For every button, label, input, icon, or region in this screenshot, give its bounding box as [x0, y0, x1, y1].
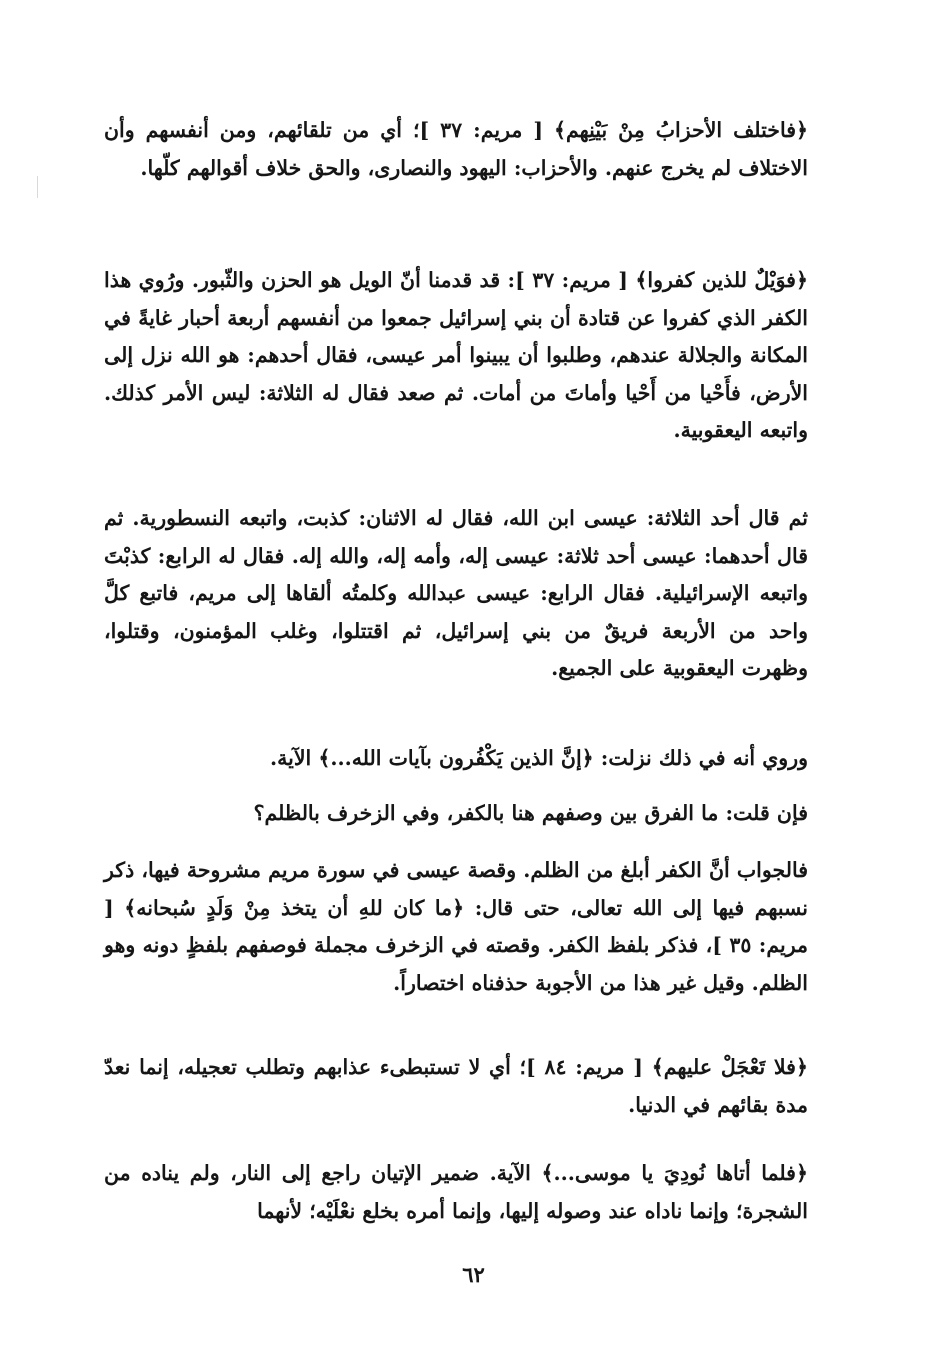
paragraph-1: ﴿فاختلف الأحزابُ مِنْ بَيْنِهم﴾ [ مريم: ٣٧ ]؛ أي من تلقائهم، ومن أنفسهم وأن الاختلاف لم يخرج عنهم. والأحزاب: اليهود والنصارى، والحق خلاف أقوالهم كلّها. — [104, 118, 808, 180]
paragraph-8: ﴿فلما أتاها نُودِيَ يا موسى...﴾ الآية. ضمير الإتيان راجع إلى النار، ولم يناده من الشجرة؛ وإنما ناداه عند وصوله إليها، وإنما أمره بخلع نعْلَيْه؛ لأنهما — [104, 1161, 808, 1223]
paragraph-6: فالجواب أنَّ الكفر أبلغ من الظلم. وقصة عيسى في سورة مريم مشروحة فيها، ذكر نسبهم فيها إلى الله تعالى، حتى قال: ﴿ما كان للهِ أن يتخذ مِنْ وَلَدٍ سُبحانه﴾ [ مريم: ٣٥ ]، فذكر بلفظ الكفر. وقصته في الزخرف مجملة فوصفهم بلفظٍ دونه وهو الظلم. وقيل غير هذا من الأجوبة حذفناه اختصاراً. — [104, 858, 808, 995]
paragraph-2: ﴿فوَيْلٌ للذين كفروا﴾ [ مريم: ٣٧ ]: قد قدمنا أنّ الويل هو الحزن والثّبور. ورُوي هذا الكفر الذي كفروا عن قتادة أن بني إسرائيل جمعوا من أنفسهم أربعة أحبار غايةً في المكانة والجلالة عندهم، وطلبوا أن يبينوا أمر عيسى، فقال أحدهم: هو الله نزل إلى الأرض، فأَحْيا من أَحْيا وأماتَ من أمات. ثم صعد فقال له الثلاثة: ليس الأمر كذلك. واتبعه اليعقوبية. — [104, 268, 808, 442]
page-number: ٦٢ — [462, 1262, 485, 1287]
paragraph-3: ثم قال أحد الثلاثة: عيسى ابن الله، فقال له الاثنان: كذبت، واتبعه النسطورية. ثم قال أحدهما: عيسى أحد ثلاثة: عيسى إله، وأمه إله، والله إله. فقال له الرابع: كذبْتَ واتبعه الإسرائيلية. فقال الرابع: عيسى عبدالله وكلمتُه ألقاها إلى مريم، فاتبع كلَّ واحد من الأربعة فريقٌ من بني إسرائيل، ثم اقتتلوا، وغلب المؤمنون، وقتلوا، وظهرت اليعقوبية على الجميع. — [104, 506, 808, 680]
paragraph-7: ﴿فلا تَعْجَلْ عليهم﴾ [ مريم: ٨٤ ]؛ أي لا تستبطىء عذابهم وتطلب تعجيله، إنما نعدّ مدة بقائهم في الدنيا. — [104, 1055, 808, 1117]
scan-edge-mark — [37, 176, 38, 198]
paragraph-4: وروي أنه في ذلك نزلت: ﴿إنَّ الذين يَكْفُرون بآيات الله...﴾ الآية. — [269, 746, 808, 770]
paragraph-5: فإن قلت: ما الفرق بين وصفهم هنا بالكفر، وفي الزخرف بالظلم؟ — [253, 801, 808, 825]
